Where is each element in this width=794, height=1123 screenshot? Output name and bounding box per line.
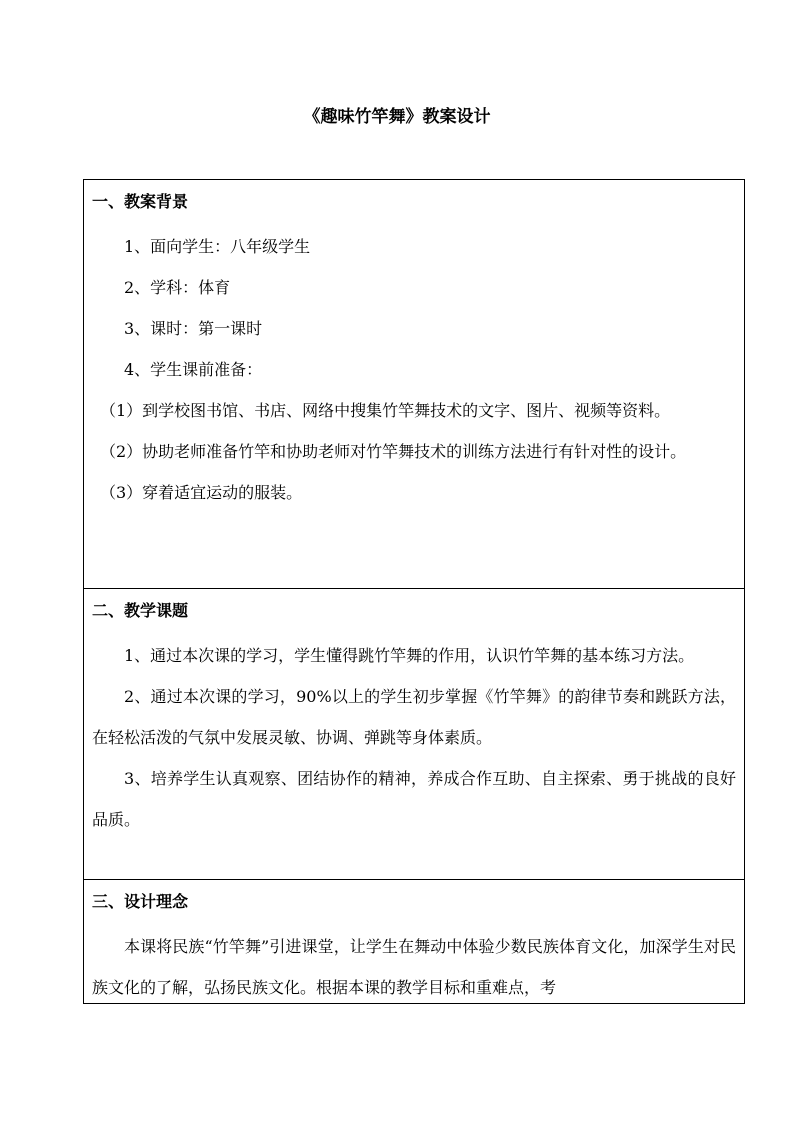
- lesson-plan-table: [83, 179, 745, 1004]
- paragraph: 1、面向学生：八年级学生: [124, 237, 311, 256]
- paragraph: 2、学科：体育: [124, 278, 231, 297]
- paragraph: （1）到学校图书馆、书店、网络中搜集竹竿舞技术的文字、图片、视频等资料。: [100, 401, 671, 420]
- document-title: 《趣味竹竿舞》教案设计: [303, 107, 491, 127]
- paragraph: 4、学生课前准备：: [124, 360, 263, 379]
- paragraph: 3、培养学生认真观察、团结协作的精神，养成合作互助、自主探索、勇于挑战的良好品质。: [92, 769, 736, 829]
- section-heading: 一、教案背景: [92, 192, 189, 211]
- paragraph: 3、课时：第一课时: [124, 319, 263, 338]
- paragraph: 1、通过本次课的学习，学生懂得跳竹竿舞的作用，认识竹竿舞的基本练习方法。: [124, 646, 695, 665]
- section-background: [84, 180, 744, 589]
- paragraph: 2、通过本次课的学习，90%以上的学生初步掌握《竹竿舞》的韵律节奏和跳跃方法，在轻松活泼的气氛中发展灵敏、协调、弹跳等身体素质。: [92, 687, 736, 747]
- paragraph: （2）协助老师准备竹竿和协助老师对竹竿舞技术的训练方法进行有针对性的设计。: [100, 442, 687, 461]
- section-topic: [84, 589, 744, 880]
- section-design-concept: [84, 880, 744, 1003]
- section-heading: 三、设计理念: [92, 892, 189, 911]
- section-heading: 二、教学课题: [92, 601, 189, 620]
- paragraph: 本课将民族“竹竿舞”引进课堂，让学生在舞动中体验少数民族体育文化，加深学生对民族文化的了解，弘扬民族文化。根据本课的教学目标和重难点，考: [92, 937, 736, 997]
- paragraph: （3）穿着适宜运动的服装。: [100, 483, 303, 502]
